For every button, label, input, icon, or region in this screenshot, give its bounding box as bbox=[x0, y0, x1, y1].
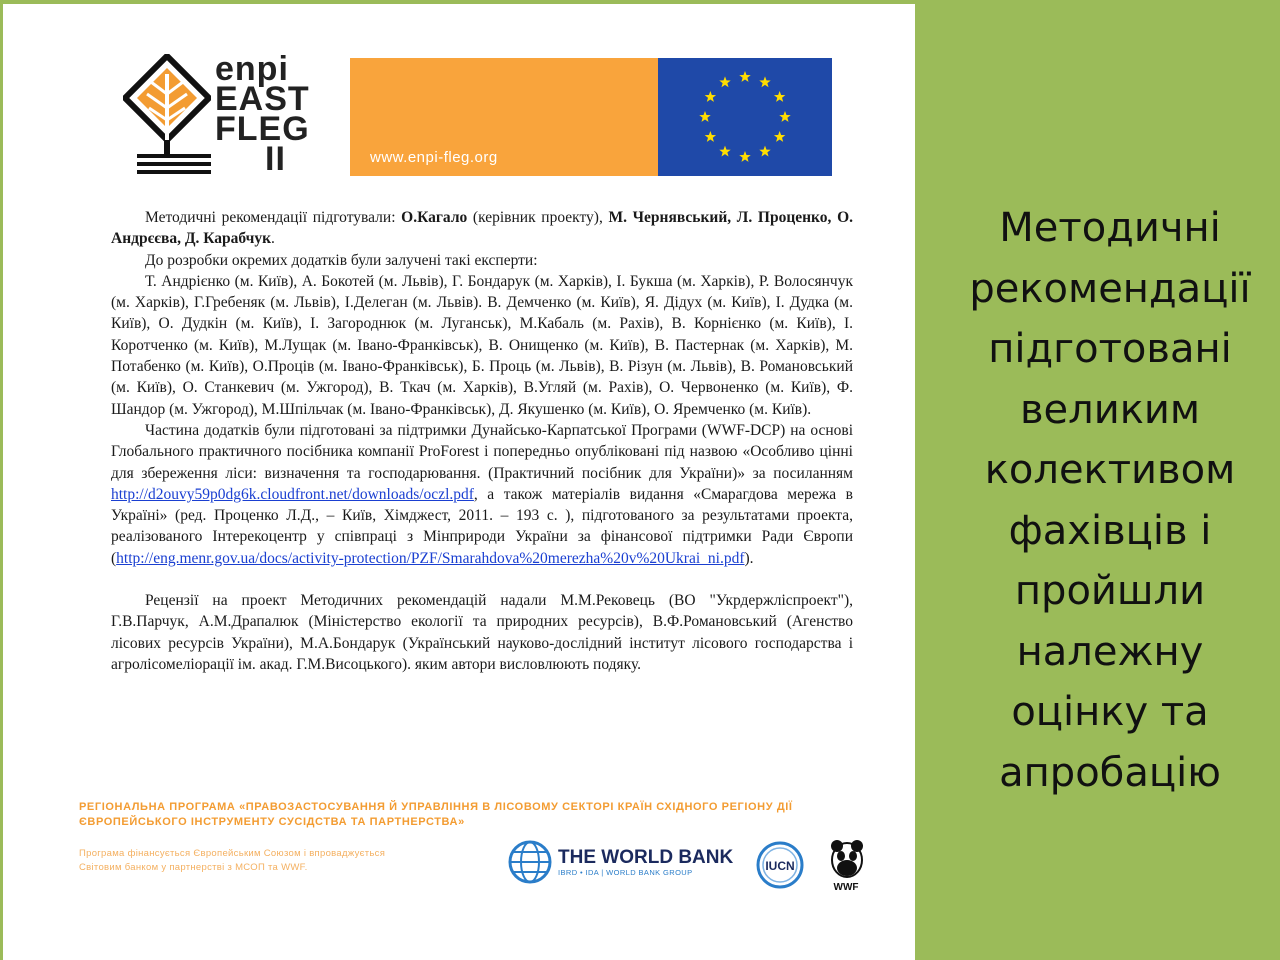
enpi-logo-text: enpi EAST FLEG II bbox=[215, 50, 310, 178]
panda-icon bbox=[825, 838, 867, 892]
caption-line: апробацію bbox=[999, 749, 1221, 796]
smarahdova-pdf-link[interactable]: http://eng.menr.gov.ua/docs/activity-protection/PZF/Smarahdova%20merezha%20v%20Ukrai_ni.pdf bbox=[116, 549, 745, 567]
reviewers-paragraph: Рецензії на проект Методичних рекомендацій надали М.М.Рековець (ВО "Укрдержліспроект"), Г.В.Парчук, А.М.Драпалюк (Міністерство екології та природних ресурсів), В.Ф.Романовський (Агенство лісових ресурсів України), М.А.Бондарук (Український науково-дослідний інститут лісового господарства і агролісомеліорації ім. акад. Г.М.Висоцького). яким автори висловлюють подяку. bbox=[111, 592, 853, 673]
wwf-logo bbox=[825, 838, 867, 897]
eu-stars-icon bbox=[658, 58, 832, 176]
eu-star-icon bbox=[774, 131, 785, 142]
eu-star-icon bbox=[719, 76, 730, 87]
eu-star-icon bbox=[705, 91, 716, 102]
eu-star-icon bbox=[759, 76, 770, 87]
slide-caption bbox=[950, 198, 1270, 803]
document-page bbox=[3, 4, 915, 960]
banner-orange-panel bbox=[350, 58, 658, 176]
eu-flag bbox=[658, 58, 832, 176]
experts-intro: До розробки окремих додатків були залучені такі експерти: bbox=[145, 251, 538, 269]
eu-star-icon bbox=[759, 146, 770, 157]
world-bank-name: THE WORLD BANK bbox=[558, 846, 734, 868]
oczl-pdf-link[interactable]: http://d2ouvy59p0dg6k.cloudfront.net/downloads/oczl.pdf bbox=[111, 485, 474, 503]
tree-icon bbox=[123, 54, 211, 179]
experts-list: Т. Андрієнко (м. Київ), А. Бокотей (м. Львів), Г. Бондарук (м. Харків), І. Букша (м. Харків), Р. Волосянчук (м. Харків), Г.Гребеняк (м. Львів), І.Делеган (м. Львів). В. Демченко (м. Київ), Я. Дідух (м. Київ), І. Дудка (м. Київ), О. Дудкін (м. Київ), І. Загороднюк (м. Луганськ), М.Кабаль (м. Рахів), В. Корнієнко (м. Київ), І. Коротченко (м. Київ), М.Лущак (м. Івано-Франківськ), В. Онищенко (м. Київ), В. Пастернак (м. Харків), М. Потабенко (м. Київ), О.Проців (м. Івано-Франківськ), Б. Проць (м. Львів), В. Різун (м. Львів), В. Романовський (м. Київ), О. Станкевич (м. Ужгород), В. Ткач (м. Харків), В.Угляй (м. Рахів), О. Червоненко (м. Київ), Ф. Шандор (м. Ужгород), М.Шпільчак (м. Івано-Франківськ), Д. Якушенко (м. Київ), О. Яремченко (м. Київ). bbox=[111, 272, 853, 418]
iucn-icon bbox=[755, 840, 805, 890]
enpi-banner bbox=[350, 58, 832, 176]
caption-line: Методичні bbox=[999, 205, 1221, 251]
document-body bbox=[111, 207, 853, 675]
eu-star-icon bbox=[774, 91, 785, 102]
authors-paragraph: Методичні рекомендації підготували: О.Кагало (керівник проекту), М. Чернявський, Л. Проценко, О. Андрєєва, Д. Карабчук. bbox=[111, 209, 854, 248]
eu-star-icon bbox=[699, 111, 710, 122]
iucn-logo bbox=[755, 840, 805, 895]
eu-star-icon bbox=[719, 146, 730, 157]
authors-list: М. Чернявський, Л. Проценко, О. Андрєєва, Д. Карабчук bbox=[111, 209, 854, 248]
sources-paragraph: Частина додатків були підготовані за підтримки Дунайсько-Карпатської Програми (WWF-DCP) на основі Глобального практичного посібника компанії ProForest і попередньо опубліковані під назвою «Особливо цінні для збереження ліси: визначення та господарювання. (Практичний посібник для України)» за посиланням http://d2ouvy59p0dg6k.cloudfront.net/downloads/oczl.pdf, а також матеріалів видання «Смарагдова мережа в Україні» (ред. Проценко Л.Д., – Київ, Хімджест, 2011. – 193 с. ), підготованого за результатами проекта, реалізованого Інтерекоцентр у співпраці з Мінприроди України за фінансової підтримки Ради Європи (http://eng.menr.gov.ua/docs/activity-protection/PZF/Smarahdova%20merezha%20v%20Ukrai_ni.pdf). bbox=[111, 421, 853, 567]
banner-url: www.enpi-fleg.org bbox=[370, 149, 498, 166]
world-bank-subtitle: IBRD • IDA | WORLD BANK GROUP bbox=[558, 867, 693, 877]
caption-line: оцінку та bbox=[1011, 689, 1209, 735]
svg-text:IUCN: IUCN bbox=[765, 859, 795, 873]
caption-line: фахівців і bbox=[1008, 507, 1212, 554]
caption-line: великим bbox=[1019, 386, 1201, 433]
caption-line: колективом bbox=[984, 447, 1236, 493]
eu-star-icon bbox=[739, 151, 750, 162]
caption-line: належну bbox=[1016, 628, 1204, 675]
project-lead: О.Кагало bbox=[401, 209, 468, 226]
enpi-fleg-logo bbox=[123, 50, 313, 179]
eu-star-icon bbox=[705, 131, 716, 142]
caption-line: підготовані bbox=[988, 326, 1232, 372]
eu-star-icon bbox=[779, 111, 790, 122]
eu-star-icon bbox=[739, 71, 750, 82]
world-bank-logo bbox=[508, 840, 733, 884]
svg-text:WWF: WWF bbox=[833, 882, 859, 892]
funding-note: Програма фінансується Європейським Союзом і впроваджується Світовим банком у партнерстві з МСОП та WWF. bbox=[79, 848, 386, 873]
caption-line: пройшли bbox=[1014, 568, 1206, 614]
globe-icon bbox=[508, 840, 552, 884]
program-title: РЕГІОНАЛЬНА ПРОГРАМА «ПРАВОЗАСТОСУВАННЯ Й УПРАВЛІННЯ В ЛІСОВОМУ СЕКТОРІ КРАЇН СХІДНОГО РЕГІОНУ ДІЇ ЄВРОПЕЙСЬКОГО ІНСТРУМЕНТУ СУСІДСТВА ТА ПАРТНЕРСТВА» bbox=[79, 801, 793, 828]
caption-line: рекомендації bbox=[969, 265, 1251, 312]
